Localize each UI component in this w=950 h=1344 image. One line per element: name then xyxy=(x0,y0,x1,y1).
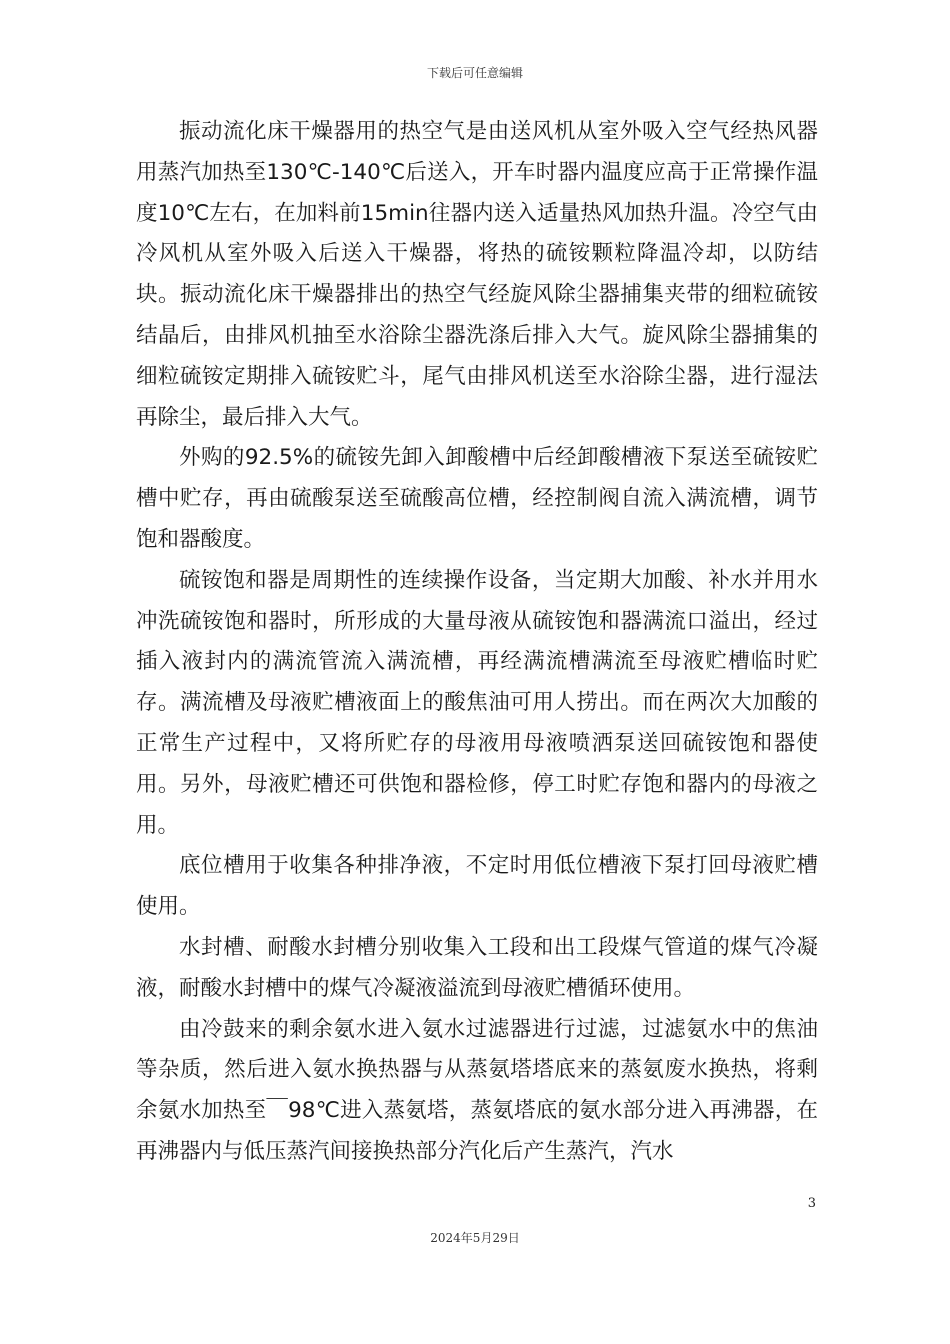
paragraph-drying: 振动流化床干燥器用的热空气是由送风机从室外吸入空气经热风器用蒸汽加热至130℃-140℃后送入，开车时器内温度应高于正常操作温度10℃左右，在加料前15min往器内送入适量热风加热升温。冷空气由冷风机从室外吸入后送入干燥器，将热的硫铵颗粒降温冷却，以防结块。振动流化床干燥器排出的热空气经旋风除尘器捕集夹带的细粒硫铵结晶后，由排风机抽至水浴除尘器洗涤后排入大气。旋风除尘器捕集的细粒硫铵定期排入硫铵贮斗，尾气由排风机送至水浴除尘器，进行湿法再除尘，最后排入大气。 xyxy=(136,119,818,430)
page-footer-date: 2024年5月29日 xyxy=(430,1231,520,1245)
paragraph-ammonia: 由冷鼓来的剩余氨水进入氨水过滤器进行过滤，过滤氨水中的焦油等杂质，然后进入氨水换热器与从蒸氨塔塔底来的蒸氨废水换热，将剩余氨水加热至￣98℃进入蒸氨塔，蒸氨塔底的氨水部分进入再沸器，在再沸器内与低压蒸汽间接换热部分汽化后产生蒸汽，汽水 xyxy=(136,1016,818,1164)
paragraph-water-seal: 水封槽、耐酸水封槽分别收集入工段和出工段煤气管道的煤气冷凝液，耐酸水封槽中的煤气冷凝液溢流到母液贮槽循环使用。 xyxy=(136,934,818,1001)
paragraph-acid-supply: 外购的92.5%的硫铵先卸入卸酸槽中后经卸酸槽液下泵送至硫铵贮槽中贮存，再由硫酸泵送至硫酸高位槽，经控制阀自流入满流槽，调节饱和器酸度。 xyxy=(136,445,818,552)
paragraph-low-tank: 底位槽用于收集各种排净液，不定时用低位槽液下泵打回母液贮槽使用。 xyxy=(136,853,818,920)
paragraph-saturator: 硫铵饱和器是周期性的连续操作设备，当定期大加酸、补水并用水冲洗硫铵饱和器时，所形成的大量母液从硫铵饱和器满流口溢出，经过插入液封内的满流管流入满流槽，再经满流槽满流至母液贮槽临时贮存。满流槽及母液贮槽液面上的酸焦油可用人捞出。而在两次大加酸的正常生产过程中，又将所贮存的母液用母液喷洒泵送回硫铵饱和器使用。另外，母液贮槽还可供饱和器检修，停工时贮存饱和器内的母液之用。 xyxy=(136,567,818,838)
page-header: 下载后可任意编辑 xyxy=(426,66,523,80)
page-number: 3 xyxy=(807,1196,816,1211)
document-body xyxy=(136,112,818,1173)
